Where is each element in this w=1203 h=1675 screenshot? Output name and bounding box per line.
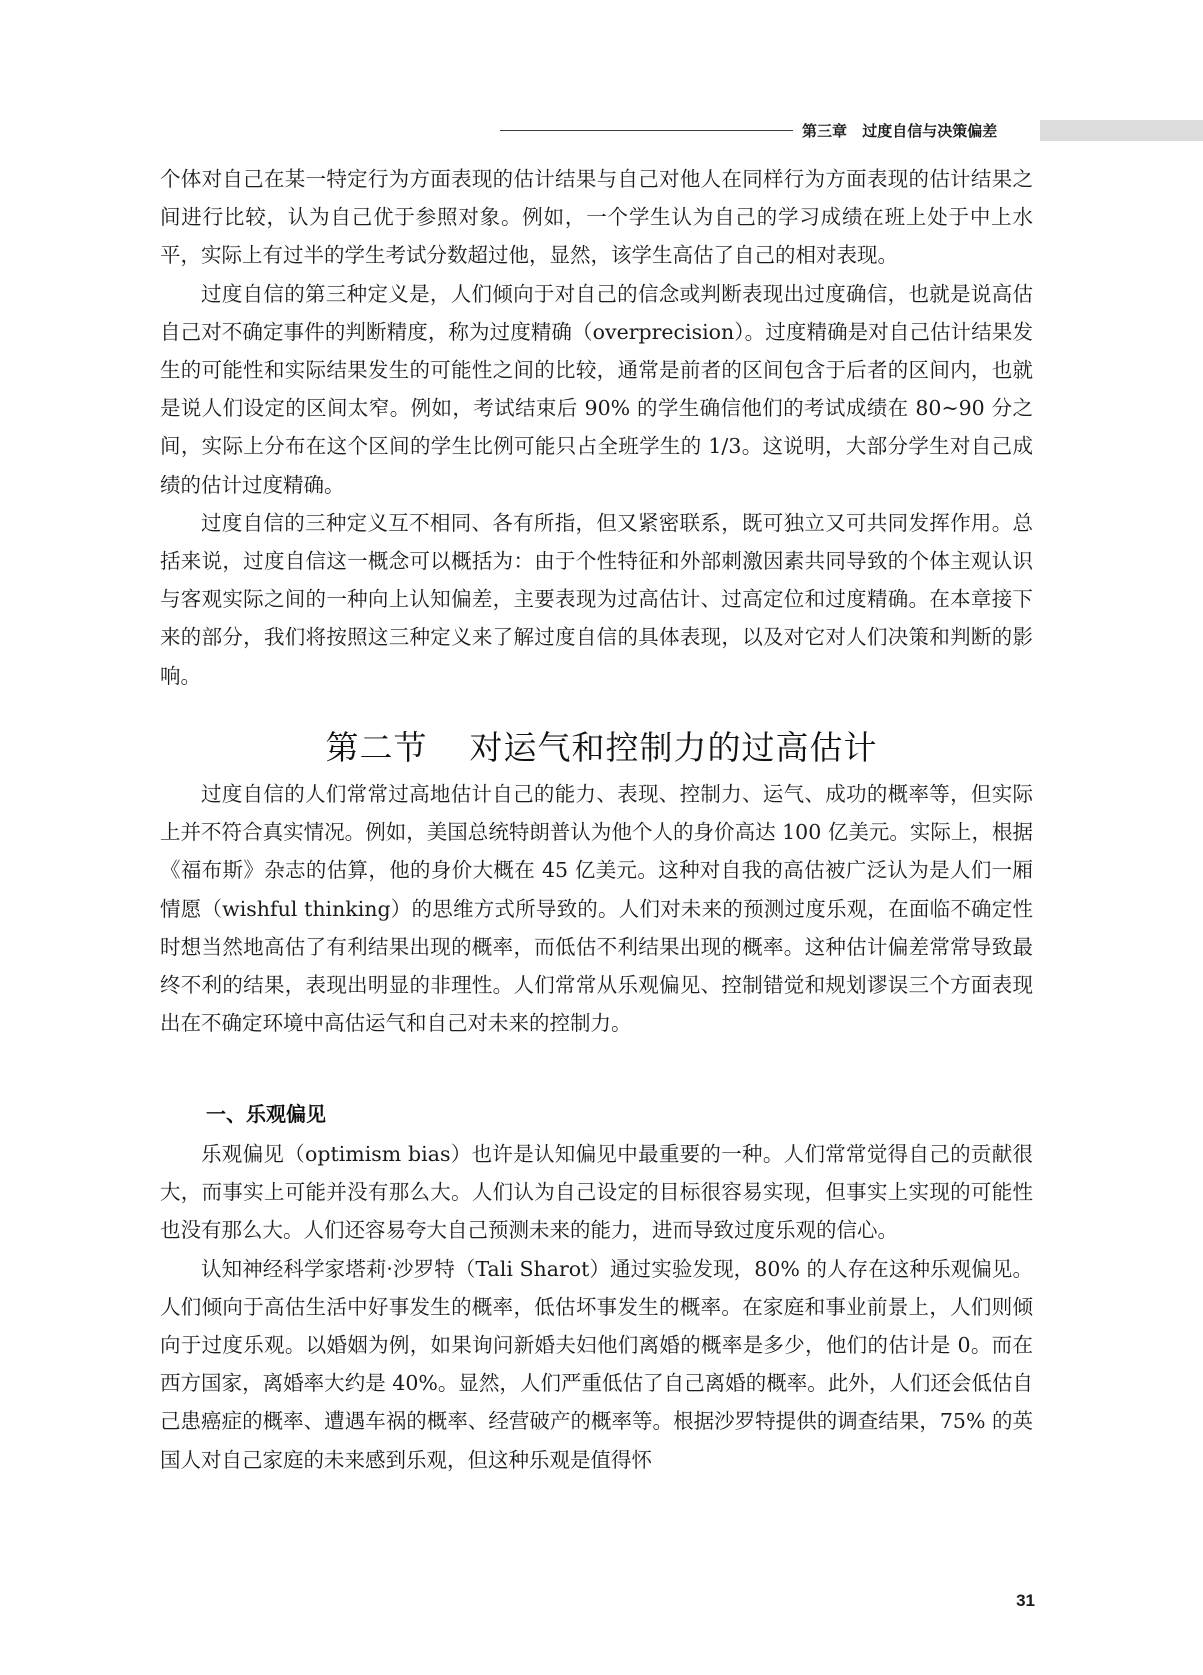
paragraph-2: 过度自信的第三种定义是，人们倾向于对自己的信念或判断表现出过度确信，也就是说高估自己对不确定事件的判断精度，称为过度精确（overprecision）。过度精确是对自己估计结果发生的可能性和实际结果发生的可能性之间的比较，通常是前者的区间包含于后者的区间内，也就是说人们设定的区间太窄。例如，考试结束后 90% 的学生确信他们的考试成绩在 80~90 分之间，实际上分布在这个区间的学生比例可能只占全班学生的 1/3。这说明，大部分学生对自己成绩的估计过度精确。: [160, 281, 1033, 497]
paragraph-3: 过度自信的三种定义互不相同、各有所指，但又紧密联系，既可独立又可共同发挥作用。总括来说，过度自信这一概念可以概括为：由于个性特征和外部刺激因素共同导致的个体主观认识与客观实际之间的一种向上认知偏差，主要表现为过高估计、过高定位和过度精确。在本章接下来的部分，我们将按照这三种定义来了解过度自信的具体表现，以及对它对人们决策和判断的影响。: [160, 510, 1033, 688]
text-block-top: [160, 160, 1033, 695]
subsection-heading: 一、乐观偏见: [206, 1102, 326, 1126]
section-heading: [0, 722, 1203, 769]
running-header: [500, 120, 1203, 142]
header-text: [802, 120, 997, 141]
paragraph-4: 过度自信的人们常常过高地估计自己的能力、表现、控制力、运气、成功的概率等，但实际上并不符合真实情况。例如，美国总统特朗普认为他个人的身价高达 100 亿美元。实际上，根据《福布斯》杂志的估算，他的身价大概在 45 亿美元。这种对自我的高估被广泛认为是人们一厢情愿（wishful thinking）的思维方式所导致的。人们对未来的预测过度乐观，在面临不确定性时想当然地高估了有利结果出现的概率，而低估不利结果出现的概率。这种估计偏差常常导致最终不利的结果，表现出明显的非理性。人们常常从乐观偏见、控制错觉和规划谬误三个方面表现出在不确定环境中高估运气和自己对未来的控制力。: [160, 782, 1033, 1036]
header-shade-bar: [1040, 120, 1203, 141]
paragraph-1: 个体对自己在某一特定行为方面表现的估计结果与自己对他人在同样行为方面表现的估计结果之间进行比较，认为自己优于参照对象。例如，一个学生认为自己的学习成绩在班上处于中上水平，实际上有过半的学生考试分数超过他，显然，该学生高估了自己的相对表现。: [160, 167, 1033, 268]
page-number: 31: [1016, 1591, 1035, 1610]
text-block-middle: [160, 775, 1033, 1042]
section-title: 对运气和控制力的过高估计: [469, 728, 878, 767]
header-chapter-title: 过度自信与决策偏差: [862, 122, 998, 140]
section-number: 第二节: [325, 728, 428, 767]
header-chapter: 第三章: [802, 122, 848, 140]
header-rule: [500, 130, 793, 131]
paragraph-5: 乐观偏见（optimism bias）也许是认知偏见中最重要的一种。人们常常觉得自己的贡献很大，而事实上可能并没有那么大。人们认为自己设定的目标很容易实现，但事实上实现的可能性也没有那么大。人们还容易夸大自己预测未来的能力，进而导致过度乐观的信心。: [160, 1142, 1033, 1243]
paragraph-6: 认知神经科学家塔莉·沙罗特（Tali Sharot）通过实验发现，80% 的人存在这种乐观偏见。人们倾向于高估生活中好事发生的概率，低估坏事发生的概率。在家庭和事业前景上，人们则倾向于过度乐观。以婚姻为例，如果询问新婚夫妇他们离婚的概率是多少，他们的估计是 0。而在西方国家，离婚率大约是 40%。显然，人们严重低估了自己离婚的概率。此外，人们还会低估自己患癌症的概率、遭遇车祸的概率、经营破产的概率等。根据沙罗特提供的调查结果，75% 的英国人对自己家庭的未来感到乐观，但这种乐观是值得怀: [160, 1256, 1033, 1472]
text-block-bottom: [160, 1135, 1033, 1479]
